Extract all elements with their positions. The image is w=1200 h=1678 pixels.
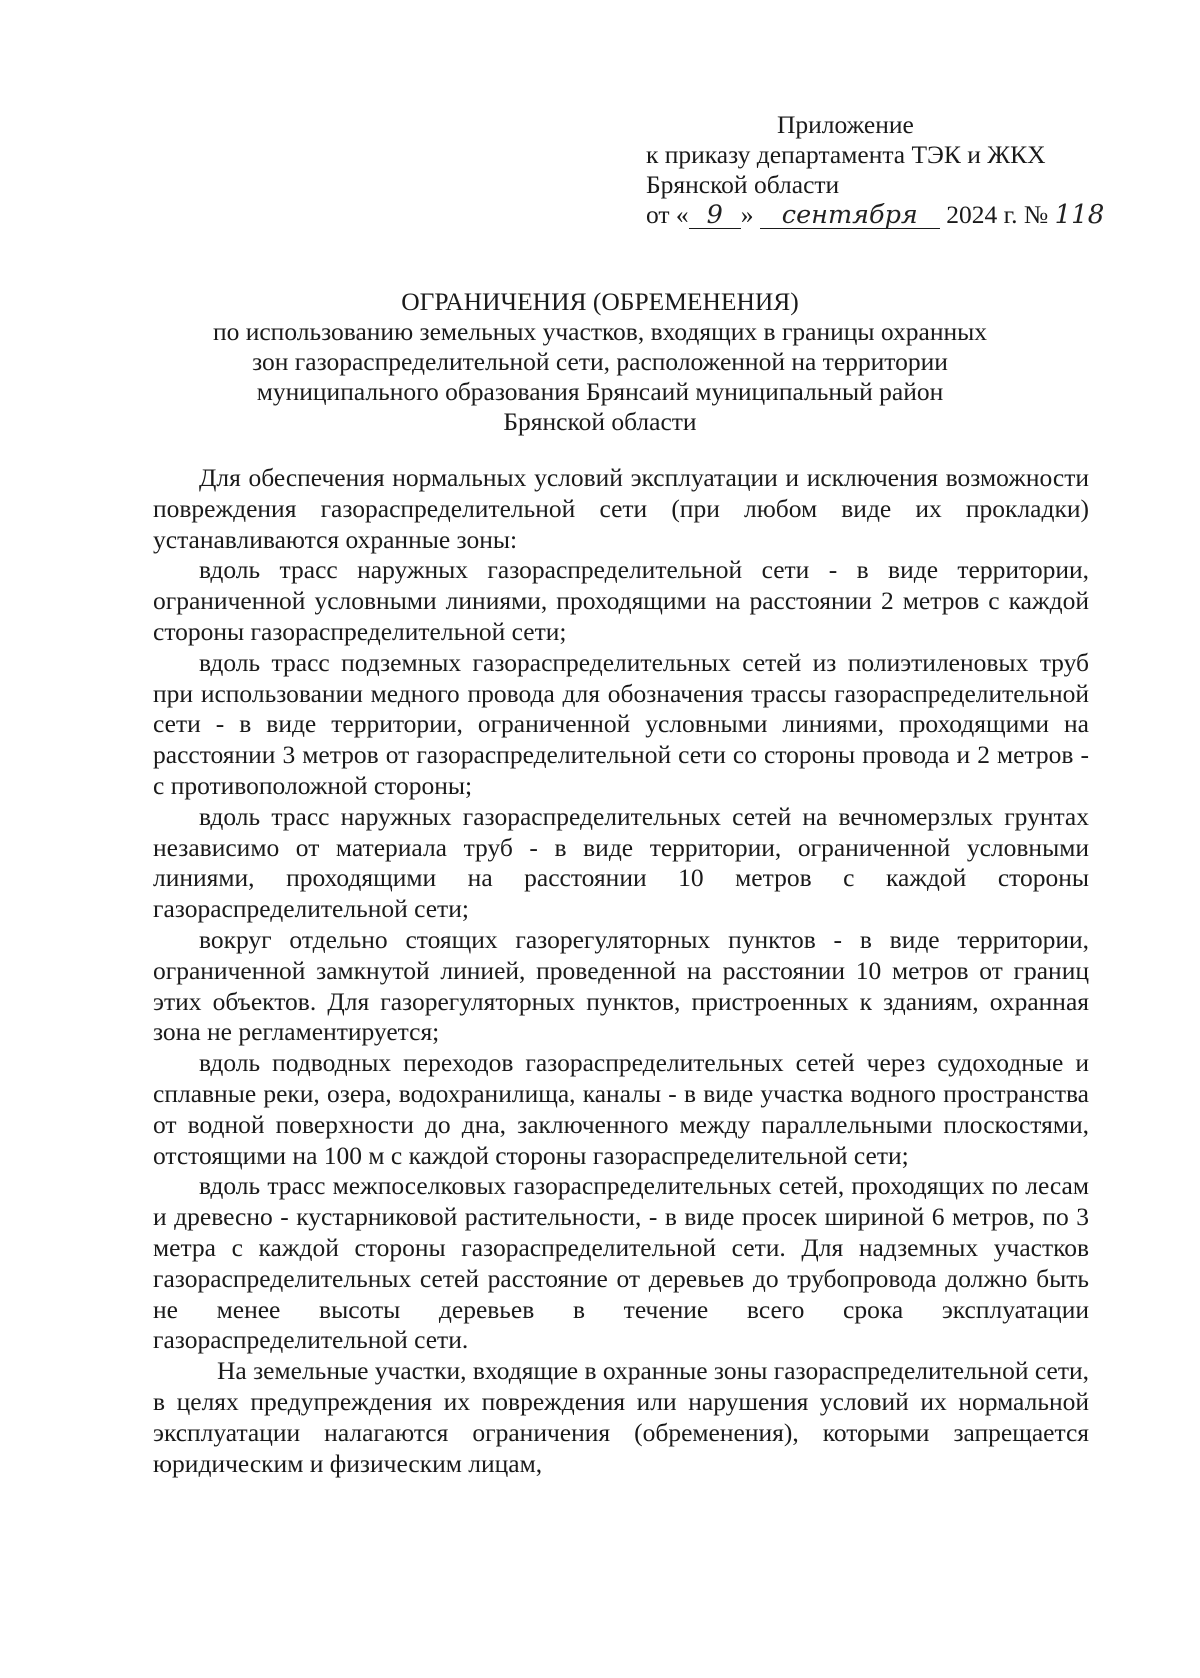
handwritten-number: 118 — [1054, 200, 1105, 230]
handwritten-day: 9 — [689, 202, 741, 229]
paragraph-restrictions: На земельные участки, входящие в охранные зоны газораспределительной сети, в целях предупреждения их повреждения или нарушения условий их нормальной эксплуатации налагаются ограничения (обременения), которыми запрещается юридическим и физическим лицам, — [153, 1356, 1089, 1478]
appendix-block — [646, 110, 1116, 230]
paragraph-zone-outer: вдоль трасс наружных газораспределительной сети - в виде территории, ограниченной условными линиями, проходящими на расстоянии 2 метров с каждой стороны газораспределительной сети; — [153, 555, 1089, 646]
document-heading — [150, 287, 1050, 437]
appendix-line-2: Брянской области — [646, 170, 840, 199]
heading-line-2: зон газораспределительной сети, расположенной на территории — [252, 347, 948, 376]
appendix-date-line — [646, 200, 1116, 230]
date-prefix: от « — [646, 200, 689, 229]
heading-line-1: по использованию земельных участков, входящих в границы охранных — [212, 317, 988, 346]
heading-line-3: муниципального образования Брянсаий муниципальный район — [256, 377, 944, 406]
paragraph-zone-forest: вдоль трасс межпоселковых газораспределительных сетей, проходящих по лесам и древесно - кустарниковой растительности, - в виде просек шириной 6 метров, по 3 метра с каждой стороны газораспределительной сети. Для надземных участков газораспределительных сетей расстояние от деревьев до трубопровода должно быть не менее высоты деревьев в течение всего срока эксплуатации газораспределительной сети. — [153, 1171, 1089, 1355]
appendix-title: Приложение — [777, 110, 914, 139]
document-body — [153, 463, 1089, 1479]
paragraph-zone-regulator: вокруг отдельно стоящих газорегуляторных пунктов - в виде территории, ограниченной замкнутой линией, проведенной на расстоянии 10 метров от границ этих объектов. Для газорегуляторных пунктов, пристроенных к зданиям, охранная зона не регламентируется; — [153, 924, 1089, 1047]
paragraph-zone-permafrost: вдоль трасс наружных газораспределительных сетей на вечномерзлых грунтах независимо от материала труб - в виде территории, ограниченной условными линиями, проходящими на расстоянии 10 метров с каждой стороны газораспределительной сети; — [153, 801, 1089, 924]
paragraph-zone-underwater: вдоль подводных переходов газораспределительных сетей через судоходные и сплавные реки, озера, водохранилища, каналы - в виде участка водного пространства от водной поверхности до дна, заключенного между параллельными плоскостями, отстоящими на 100 м с каждой стороны газораспределительной сети; — [153, 1048, 1089, 1170]
year-text: 2024 г. № — [946, 200, 1049, 229]
date-mid: » — [740, 200, 754, 229]
paragraph-zone-polyethylene: вдоль трасс подземных газораспределительных сетей из полиэтиленовых труб при использовании медного провода для обозначения трассы газораспределительной сети - в виде территории, ограниченной условными линиями, проходящими на расстоянии 3 метров от газораспределительной сети со стороны провода и 2 метров - с противоположной стороны; — [153, 647, 1089, 800]
heading-line-4: Брянской области — [503, 407, 697, 436]
handwritten-month: сентября — [760, 202, 940, 229]
heading-title: ОГРАНИЧЕНИЯ (ОБРЕМЕНЕНИЯ) — [401, 287, 799, 316]
paragraph-intro: Для обеспечения нормальных условий эксплуатации и исключения возможности повреждения газораспределительной сети (при любом виде их прокладки) устанавливаются охранные зоны: — [153, 463, 1089, 554]
appendix-line-1: к приказу департамента ТЭК и ЖКХ — [646, 140, 1046, 169]
